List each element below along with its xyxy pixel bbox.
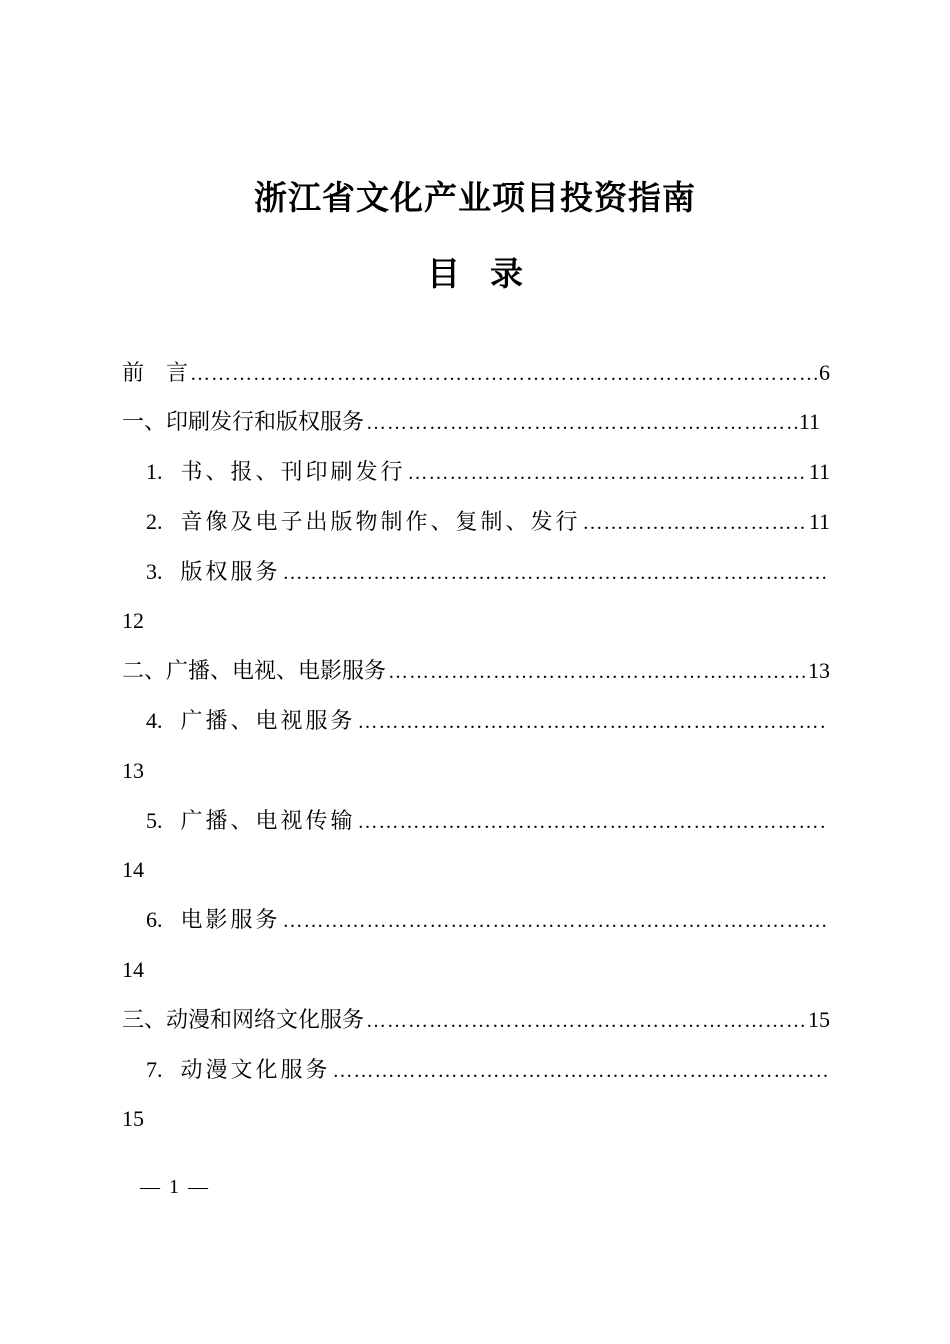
toc-entry-item-2[interactable] [146, 505, 830, 539]
dot-leader [190, 357, 817, 390]
toc-entry-item-6[interactable] [146, 903, 830, 937]
toc-entry-item-5[interactable] [146, 804, 830, 838]
dot-leader [358, 805, 828, 838]
toc-heading-char-2: 录 [490, 254, 523, 293]
page-number-footer: — 1 — [140, 1176, 210, 1198]
toc-entry-label: 前 言 [122, 361, 189, 386]
toc-entry-label: 一、印刷发行和版权服务 [122, 410, 365, 435]
dot-leader [283, 556, 828, 589]
toc-entry-item-3[interactable] [146, 555, 830, 589]
toc-page-number: 11 [798, 409, 820, 434]
dot-leader [358, 705, 828, 738]
toc-item-number: 3. [146, 559, 163, 584]
toc-entry-preface[interactable] [122, 356, 830, 390]
toc-entry-item-1[interactable] [146, 455, 830, 489]
toc-item-number: 7. [146, 1057, 163, 1082]
toc-page-number: 13 [808, 658, 830, 683]
toc-page-number: 11 [808, 459, 830, 484]
dot-leader [366, 1004, 806, 1037]
toc-entry-section-1[interactable] [122, 405, 820, 439]
toc-item-number: 5. [146, 808, 163, 833]
toc-page-number: 6 [819, 360, 830, 385]
document-title: 浙江省文化产业项目投资指南 [254, 178, 696, 217]
toc-page-number: 14 [122, 857, 144, 882]
toc-entry-item-7[interactable] [146, 1053, 830, 1087]
toc-item-number: 6. [146, 907, 163, 932]
toc-entry-label: 书、报、刊印刷发行 [180, 460, 406, 485]
toc-entry-label: 电影服务 [180, 908, 281, 933]
toc-item-number: 4. [146, 708, 163, 733]
toc-page-number: 12 [122, 608, 144, 633]
toc-entry-label: 三、动漫和网络文化服务 [122, 1008, 365, 1033]
dot-leader [583, 506, 807, 539]
toc-heading-char-1: 目 [427, 254, 460, 293]
toc-page-number: 13 [122, 758, 144, 783]
toc-item-number: 2. [146, 509, 163, 534]
toc-entry-section-2[interactable] [122, 654, 830, 688]
toc-entry-label: 音像及电子出版物制作、复制、发行 [180, 510, 581, 535]
toc-entry-label: 广播、电视服务 [180, 709, 356, 734]
toc-page-number: 15 [122, 1106, 144, 1131]
toc-entry-label: 动漫文化服务 [180, 1058, 331, 1083]
dot-leader [388, 655, 806, 688]
toc-page-number: 11 [808, 509, 830, 534]
toc-entry-label: 广播、电视传输 [180, 809, 356, 834]
toc-page-number: 15 [808, 1007, 830, 1032]
dot-leader [408, 456, 807, 489]
dot-leader [283, 904, 828, 937]
toc-entry-section-3[interactable] [122, 1003, 830, 1037]
toc-page-number: 14 [122, 957, 144, 982]
toc-entry-label: 版权服务 [180, 560, 281, 585]
toc-entry-label: 二、广播、电视、电影服务 [122, 659, 387, 684]
dot-leader [333, 1054, 828, 1087]
dot-leader [366, 406, 797, 439]
toc-entry-item-4[interactable] [146, 704, 830, 738]
toc-item-number: 1. [146, 459, 163, 484]
